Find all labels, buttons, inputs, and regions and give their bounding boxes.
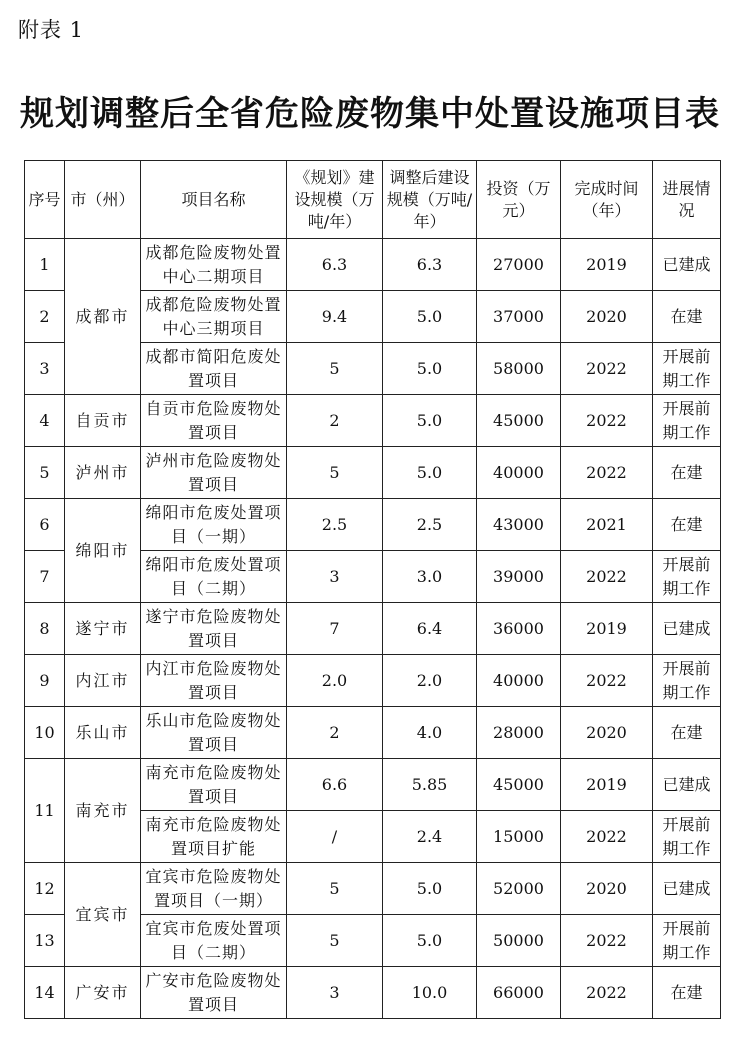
row-year: 2019: [561, 759, 653, 811]
row-year: 2022: [561, 551, 653, 603]
row-status: 开展前期工作: [653, 915, 721, 967]
row-no: 5: [25, 447, 65, 499]
row-invest: 40000: [477, 447, 561, 499]
row-adjusted: 5.85: [383, 759, 477, 811]
row-invest: 37000: [477, 291, 561, 343]
row-no: 7: [25, 551, 65, 603]
row-year: 2021: [561, 499, 653, 551]
row-invest: 28000: [477, 707, 561, 759]
row-invest: 45000: [477, 395, 561, 447]
row-invest: 36000: [477, 603, 561, 655]
row-city: 绵阳市: [65, 499, 141, 603]
row-year: 2022: [561, 343, 653, 395]
row-invest: 43000: [477, 499, 561, 551]
row-name: 南充市危险废物处置项目: [141, 759, 287, 811]
row-status: 开展前期工作: [653, 811, 721, 863]
row-invest: 66000: [477, 967, 561, 1019]
row-city: 乐山市: [65, 707, 141, 759]
row-planned: 2: [287, 395, 383, 447]
row-invest: 50000: [477, 915, 561, 967]
row-adjusted: 5.0: [383, 915, 477, 967]
table-row: [25, 759, 721, 811]
row-adjusted: 6.4: [383, 603, 477, 655]
row-no: 8: [25, 603, 65, 655]
row-no: 6: [25, 499, 65, 551]
row-name: 宜宾市危废处置项目（二期）: [141, 915, 287, 967]
row-name: 南充市危险废物处置项目扩能: [141, 811, 287, 863]
row-year: 2022: [561, 447, 653, 499]
table-row: [25, 655, 721, 707]
row-status: 开展前期工作: [653, 343, 721, 395]
row-city: 遂宁市: [65, 603, 141, 655]
row-name: 成都危险废物处置中心二期项目: [141, 239, 287, 291]
row-status: 已建成: [653, 759, 721, 811]
row-planned: 2.5: [287, 499, 383, 551]
row-status: 在建: [653, 707, 721, 759]
row-invest: 45000: [477, 759, 561, 811]
row-invest: 27000: [477, 239, 561, 291]
row-name: 自贡市危险废物处置项目: [141, 395, 287, 447]
row-adjusted: 2.4: [383, 811, 477, 863]
row-planned: 2.0: [287, 655, 383, 707]
header-name: 项目名称: [141, 161, 287, 239]
header-city: 市（州）: [65, 161, 141, 239]
row-planned: 6.3: [287, 239, 383, 291]
header-year: 完成时间（年）: [561, 161, 653, 239]
row-adjusted: 5.0: [383, 291, 477, 343]
annex-label: 附表 1: [18, 18, 85, 42]
row-no: 2: [25, 291, 65, 343]
row-no: 10: [25, 707, 65, 759]
row-no: 12: [25, 863, 65, 915]
row-name: 内江市危险废物处置项目: [141, 655, 287, 707]
header-row: [25, 161, 721, 239]
row-name: 遂宁市危险废物处置项目: [141, 603, 287, 655]
row-city: 南充市: [65, 759, 141, 863]
row-name: 乐山市危险废物处置项目: [141, 707, 287, 759]
row-year: 2019: [561, 603, 653, 655]
row-status: 在建: [653, 447, 721, 499]
row-name: 绵阳市危废处置项目（二期）: [141, 551, 287, 603]
row-status: 在建: [653, 291, 721, 343]
row-adjusted: 10.0: [383, 967, 477, 1019]
row-invest: 39000: [477, 551, 561, 603]
projects-table: [24, 160, 721, 1019]
row-planned: 3: [287, 967, 383, 1019]
table-row: [25, 707, 721, 759]
row-invest: 58000: [477, 343, 561, 395]
row-name: 泸州市危险废物处置项目: [141, 447, 287, 499]
row-name: 广安市危险废物处置项目: [141, 967, 287, 1019]
row-adjusted: 2.5: [383, 499, 477, 551]
row-planned: 5: [287, 447, 383, 499]
row-year: 2020: [561, 863, 653, 915]
row-planned: 2: [287, 707, 383, 759]
row-year: 2022: [561, 915, 653, 967]
row-year: 2019: [561, 239, 653, 291]
row-year: 2022: [561, 655, 653, 707]
row-year: 2022: [561, 811, 653, 863]
row-adjusted: 5.0: [383, 343, 477, 395]
table-row: [25, 447, 721, 499]
row-city: 泸州市: [65, 447, 141, 499]
row-planned: 5: [287, 863, 383, 915]
table-row: [25, 863, 721, 915]
table-row: [25, 603, 721, 655]
row-no: 14: [25, 967, 65, 1019]
row-name: 宜宾市危险废物处置项目（一期）: [141, 863, 287, 915]
row-year: 2020: [561, 707, 653, 759]
row-status: 已建成: [653, 603, 721, 655]
row-adjusted: 5.0: [383, 863, 477, 915]
row-city: 成都市: [65, 239, 141, 395]
row-year: 2020: [561, 291, 653, 343]
header-invest: 投资（万元）: [477, 161, 561, 239]
header-adjusted: 调整后建设规模（万吨/年）: [383, 161, 477, 239]
row-invest: 15000: [477, 811, 561, 863]
row-no: 4: [25, 395, 65, 447]
page-title: 规划调整后全省危险废物集中处置设施项目表: [20, 94, 720, 134]
header-status: 进展情况: [653, 161, 721, 239]
row-adjusted: 5.0: [383, 447, 477, 499]
table-row: [25, 239, 721, 291]
row-planned: 3: [287, 551, 383, 603]
row-planned: 6.6: [287, 759, 383, 811]
row-name: 成都市简阳危废处置项目: [141, 343, 287, 395]
row-planned: 5: [287, 343, 383, 395]
row-no: 11: [25, 759, 65, 863]
table-row: [25, 499, 721, 551]
row-name: 成都危险废物处置中心三期项目: [141, 291, 287, 343]
row-invest: 52000: [477, 863, 561, 915]
row-adjusted: 2.0: [383, 655, 477, 707]
table-row: [25, 395, 721, 447]
row-status: 开展前期工作: [653, 395, 721, 447]
row-adjusted: 6.3: [383, 239, 477, 291]
row-adjusted: 5.0: [383, 395, 477, 447]
row-planned: 9.4: [287, 291, 383, 343]
row-year: 2022: [561, 967, 653, 1019]
row-city: 自贡市: [65, 395, 141, 447]
row-status: 在建: [653, 967, 721, 1019]
row-adjusted: 4.0: [383, 707, 477, 759]
row-no: 13: [25, 915, 65, 967]
row-status: 开展前期工作: [653, 551, 721, 603]
row-city: 内江市: [65, 655, 141, 707]
row-name: 绵阳市危废处置项目（一期）: [141, 499, 287, 551]
row-planned: 5: [287, 915, 383, 967]
row-invest: 40000: [477, 655, 561, 707]
header-no: 序号: [25, 161, 65, 239]
row-no: 9: [25, 655, 65, 707]
row-city: 宜宾市: [65, 863, 141, 967]
row-year: 2022: [561, 395, 653, 447]
row-status: 在建: [653, 499, 721, 551]
row-no: 1: [25, 239, 65, 291]
row-no: 3: [25, 343, 65, 395]
header-planned: 《规划》建设规模（万吨/年）: [287, 161, 383, 239]
row-planned: /: [287, 811, 383, 863]
table-row: [25, 967, 721, 1019]
row-status: 已建成: [653, 863, 721, 915]
row-city: 广安市: [65, 967, 141, 1019]
row-adjusted: 3.0: [383, 551, 477, 603]
row-status: 已建成: [653, 239, 721, 291]
row-planned: 7: [287, 603, 383, 655]
row-status: 开展前期工作: [653, 655, 721, 707]
